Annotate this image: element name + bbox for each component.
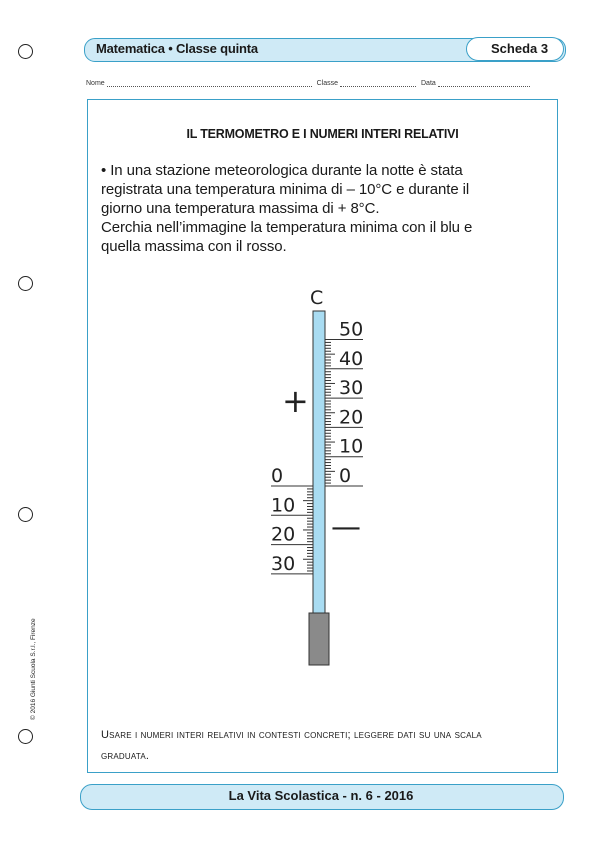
learning-objectives	[101, 725, 551, 767]
footer-publication: La Vita Scolastica - n. 6 - 2016	[228, 788, 414, 803]
scale-label-positive: 10	[339, 435, 364, 458]
sheet-number: Scheda 3	[491, 41, 549, 56]
scale-label-positive: 50	[339, 318, 364, 341]
name-label: Nome	[86, 80, 105, 87]
date-label: Data	[421, 80, 436, 87]
copyright-notice: © 2016 Giunti Scuola S.r.l., Firenze	[30, 618, 37, 720]
scale-label-positive: 30	[339, 377, 364, 400]
objective-line: graduata.	[101, 750, 150, 762]
text-line: Cerchia nell’immagine la temperatura minima con il blu e	[101, 219, 473, 236]
objective-line: Usare i numeri interi relativi in contesti concreti; leggere dati su una scala	[101, 729, 482, 741]
scale-label-negative: 0	[271, 465, 284, 487]
plus-sign: +	[282, 382, 309, 420]
class-label: Classe	[316, 80, 339, 87]
scale-label-negative: 20	[271, 523, 296, 546]
header-subject: Matematica • Classe quinta	[96, 41, 258, 56]
scale-label-positive: 0	[339, 465, 352, 487]
text-line: quella massima con il rosso.	[101, 238, 287, 255]
text-line: registrata una temperatura minima di – 10°C e durante il	[101, 181, 470, 198]
scale-label-negative: 10	[271, 494, 296, 517]
thermometer-tube	[313, 311, 325, 613]
text-line: giorno una temperatura massima di + 8°C.	[101, 200, 380, 217]
minus-sign: —	[331, 510, 361, 545]
unit-label: C	[310, 287, 324, 309]
text-line: • In una stazione meteorologica durante la notte è stata	[101, 162, 463, 179]
positive-scale-labels	[339, 319, 363, 488]
thermometer-bulb	[309, 613, 329, 665]
scale-label-positive: 40	[339, 347, 364, 370]
negative-scale-labels	[271, 465, 295, 575]
scale-label-positive: 20	[339, 406, 364, 429]
exercise-title: IL TERMOMETRO E I NUMERI INTERI RELATIVI	[186, 127, 459, 141]
scale-label-negative: 30	[271, 552, 296, 575]
